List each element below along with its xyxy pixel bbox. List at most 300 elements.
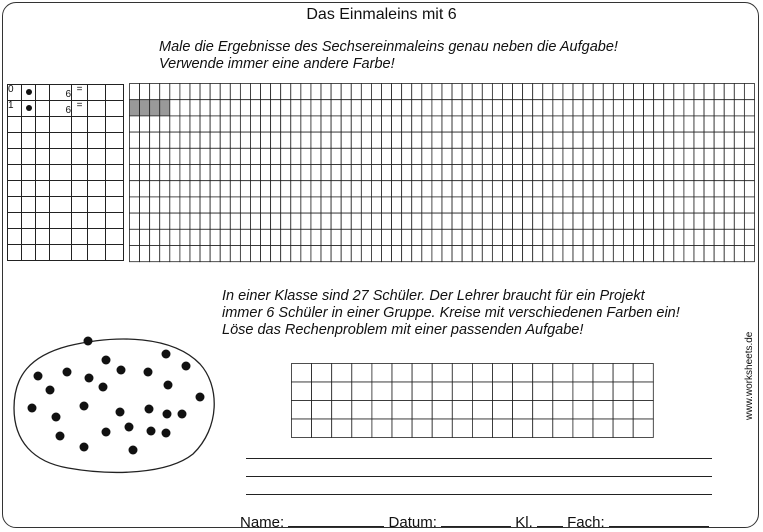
grid-cell[interactable] <box>351 132 361 148</box>
grid-cell[interactable] <box>513 419 533 438</box>
grid-cell[interactable] <box>392 84 402 100</box>
grid-cell[interactable] <box>292 364 312 383</box>
grid-cell[interactable] <box>502 132 512 148</box>
grid-cell[interactable] <box>684 84 694 100</box>
grid-cell[interactable] <box>230 148 240 164</box>
student-dot[interactable] <box>117 366 126 375</box>
grid-cell[interactable] <box>573 382 593 401</box>
grid-cell[interactable] <box>533 100 543 116</box>
grid-cell[interactable] <box>261 197 271 213</box>
grid-cell[interactable] <box>230 132 240 148</box>
grid-cell[interactable] <box>180 116 190 132</box>
grid-cell[interactable] <box>553 419 573 438</box>
equation-cell[interactable] <box>50 213 72 229</box>
grid-cell[interactable] <box>523 213 533 229</box>
grid-cell[interactable] <box>593 401 613 420</box>
grid-cell[interactable] <box>190 246 200 262</box>
grid-cell[interactable] <box>694 116 704 132</box>
grid-cell[interactable] <box>553 132 563 148</box>
student-dot[interactable] <box>129 446 138 455</box>
grid-cell[interactable] <box>623 165 633 181</box>
grid-cell[interactable] <box>603 132 613 148</box>
grid-cell[interactable] <box>734 116 744 132</box>
grid-cell[interactable] <box>311 165 321 181</box>
grid-cell[interactable] <box>312 419 332 438</box>
grid-cell[interactable] <box>734 229 744 245</box>
grid-cell[interactable] <box>371 100 381 116</box>
grid-cell[interactable] <box>502 181 512 197</box>
grid-cell[interactable] <box>341 181 351 197</box>
grid-cell[interactable] <box>593 382 613 401</box>
grid-cell[interactable] <box>714 84 724 100</box>
grid-cell[interactable] <box>372 419 392 438</box>
grid-cell[interactable] <box>644 84 654 100</box>
grid-cell[interactable] <box>160 229 170 245</box>
grid-cell[interactable] <box>422 148 432 164</box>
grid-cell[interactable] <box>190 213 200 229</box>
grid-cell[interactable] <box>452 364 472 383</box>
grid-cell[interactable] <box>200 181 210 197</box>
grid-cell[interactable] <box>301 148 311 164</box>
grid-cell[interactable] <box>644 213 654 229</box>
grid-cell[interactable] <box>352 382 372 401</box>
grid-cell[interactable] <box>271 181 281 197</box>
equation-cell[interactable] <box>22 133 36 149</box>
grid-cell[interactable] <box>412 419 432 438</box>
grid-cell[interactable] <box>352 419 372 438</box>
grid-cell[interactable] <box>240 100 250 116</box>
grid-cell[interactable] <box>472 401 492 420</box>
grid-cell[interactable] <box>744 213 754 229</box>
grid-cell[interactable] <box>664 229 674 245</box>
grid-cell[interactable] <box>513 116 523 132</box>
grid-cell[interactable] <box>442 165 452 181</box>
grid-cell[interactable] <box>160 84 170 100</box>
student-dot[interactable] <box>125 423 134 432</box>
grid-cell[interactable] <box>361 165 371 181</box>
grid-cell[interactable] <box>523 100 533 116</box>
grid-cell[interactable] <box>623 246 633 262</box>
grid-cell[interactable] <box>704 165 714 181</box>
grid-cell[interactable] <box>664 213 674 229</box>
grid-cell[interactable] <box>623 229 633 245</box>
grid-cell[interactable] <box>332 419 352 438</box>
grid-cell[interactable] <box>623 197 633 213</box>
grid-cell[interactable] <box>261 246 271 262</box>
grid-cell[interactable] <box>412 165 422 181</box>
grid-cell[interactable] <box>311 246 321 262</box>
grid-cell[interactable] <box>210 181 220 197</box>
student-dot[interactable] <box>102 356 111 365</box>
grid-cell[interactable] <box>312 401 332 420</box>
equation-cell[interactable] <box>22 197 36 213</box>
grid-cell[interactable] <box>281 116 291 132</box>
equation-cell[interactable] <box>36 85 50 101</box>
grid-cell[interactable] <box>351 148 361 164</box>
grid-cell[interactable] <box>533 165 543 181</box>
grid-cell[interactable] <box>271 165 281 181</box>
grid-cell[interactable] <box>644 229 654 245</box>
grid-cell[interactable] <box>452 148 462 164</box>
grid-cell[interactable] <box>724 197 734 213</box>
grid-cell[interactable] <box>170 84 180 100</box>
equals-cell[interactable]: = <box>72 101 88 117</box>
grid-cell[interactable] <box>563 213 573 229</box>
grid-cell[interactable] <box>714 132 724 148</box>
grid-cell[interactable] <box>613 246 623 262</box>
equation-cell[interactable] <box>106 85 124 101</box>
grid-cell[interactable] <box>341 197 351 213</box>
grid-cell[interactable] <box>361 246 371 262</box>
grid-cell[interactable] <box>250 197 260 213</box>
grid-cell[interactable] <box>482 181 492 197</box>
grid-cell-shaded[interactable] <box>140 100 150 116</box>
grid-cell[interactable] <box>674 197 684 213</box>
grid-cell[interactable] <box>734 148 744 164</box>
grid-cell[interactable] <box>361 116 371 132</box>
grid-cell[interactable] <box>392 148 402 164</box>
student-dot[interactable] <box>34 372 43 381</box>
grid-cell[interactable] <box>573 116 583 132</box>
grid-cell[interactable] <box>724 84 734 100</box>
grid-cell[interactable] <box>482 197 492 213</box>
grid-cell[interactable] <box>281 165 291 181</box>
grid-cell[interactable] <box>361 84 371 100</box>
answer-grid[interactable] <box>291 363 655 439</box>
grid-cell[interactable] <box>502 84 512 100</box>
grid-cell[interactable] <box>593 165 603 181</box>
equation-cell[interactable] <box>88 85 106 101</box>
grid-cell[interactable] <box>462 213 472 229</box>
grid-cell[interactable] <box>230 100 240 116</box>
grid-cell[interactable] <box>462 132 472 148</box>
grid-cell[interactable] <box>593 246 603 262</box>
grid-cell[interactable] <box>392 364 412 383</box>
grid-cell[interactable] <box>543 148 553 164</box>
grid-cell[interactable] <box>261 100 271 116</box>
grid-cell[interactable] <box>432 148 442 164</box>
student-dots-area[interactable] <box>8 336 218 476</box>
grid-cell[interactable] <box>613 148 623 164</box>
grid-cell[interactable] <box>533 197 543 213</box>
grid-cell[interactable] <box>523 197 533 213</box>
grid-cell[interactable] <box>623 132 633 148</box>
grid-cell[interactable] <box>442 116 452 132</box>
grid-cell[interactable] <box>462 197 472 213</box>
factor-cell[interactable]: 1 <box>8 101 22 117</box>
grid-cell[interactable] <box>513 382 533 401</box>
grid-cell[interactable] <box>250 132 260 148</box>
grid-cell[interactable] <box>150 229 160 245</box>
grid-cell[interactable] <box>694 197 704 213</box>
grid-cell[interactable] <box>533 382 553 401</box>
grid-cell[interactable] <box>482 165 492 181</box>
grid-cell[interactable] <box>664 246 674 262</box>
grid-cell[interactable] <box>281 100 291 116</box>
grid-cell[interactable] <box>452 84 462 100</box>
grid-cell[interactable] <box>382 165 392 181</box>
grid-cell[interactable] <box>654 197 664 213</box>
grid-cell[interactable] <box>734 132 744 148</box>
grid-cell[interactable] <box>392 419 412 438</box>
grid-cell[interactable] <box>462 148 472 164</box>
grid-cell[interactable] <box>321 213 331 229</box>
equation-cell[interactable] <box>72 245 88 261</box>
grid-cell[interactable] <box>553 401 573 420</box>
grid-cell[interactable] <box>654 246 664 262</box>
grid-cell[interactable] <box>190 84 200 100</box>
grid-cell[interactable] <box>573 197 583 213</box>
equation-cell[interactable] <box>22 181 36 197</box>
grid-cell[interactable] <box>583 165 593 181</box>
grid-cell[interactable] <box>684 229 694 245</box>
grid-cell[interactable] <box>422 246 432 262</box>
grid-cell[interactable] <box>190 229 200 245</box>
grid-cell[interactable] <box>573 84 583 100</box>
grid-cell[interactable] <box>402 84 412 100</box>
grid-cell[interactable] <box>130 246 140 262</box>
grid-cell[interactable] <box>250 84 260 100</box>
grid-cell[interactable] <box>412 116 422 132</box>
grid-cell[interactable] <box>613 197 623 213</box>
equation-cell[interactable] <box>8 165 22 181</box>
equation-cell[interactable] <box>8 149 22 165</box>
grid-cell[interactable] <box>150 246 160 262</box>
grid-cell[interactable] <box>200 246 210 262</box>
grid-cell[interactable] <box>382 84 392 100</box>
grid-cell[interactable] <box>170 229 180 245</box>
student-dot[interactable] <box>52 413 61 422</box>
grid-cell[interactable] <box>271 197 281 213</box>
grid-cell[interactable] <box>684 181 694 197</box>
grid-cell[interactable] <box>573 229 583 245</box>
grid-cell[interactable] <box>634 165 644 181</box>
grid-cell[interactable] <box>694 213 704 229</box>
grid-cell[interactable] <box>694 100 704 116</box>
student-dot[interactable] <box>162 429 171 438</box>
answer-line-2[interactable] <box>246 476 712 477</box>
grid-cell[interactable] <box>412 197 422 213</box>
grid-cell[interactable] <box>573 246 583 262</box>
grid-cell[interactable] <box>613 364 633 383</box>
grid-cell[interactable] <box>200 132 210 148</box>
grid-cell[interactable] <box>442 148 452 164</box>
grid-cell[interactable] <box>402 246 412 262</box>
grid-cell[interactable] <box>674 84 684 100</box>
grid-cell[interactable] <box>412 213 422 229</box>
grid-cell[interactable] <box>432 100 442 116</box>
grid-cell[interactable] <box>312 382 332 401</box>
grid-cell[interactable] <box>261 116 271 132</box>
grid-cell[interactable] <box>392 401 412 420</box>
grid-cell[interactable] <box>634 229 644 245</box>
grid-cell[interactable] <box>573 132 583 148</box>
grid-cell[interactable] <box>432 364 452 383</box>
grid-cell[interactable] <box>240 213 250 229</box>
equation-cell[interactable] <box>106 117 124 133</box>
grid-cell[interactable] <box>392 213 402 229</box>
equation-cell[interactable] <box>72 165 88 181</box>
grid-cell[interactable] <box>492 213 502 229</box>
grid-cell[interactable] <box>452 132 462 148</box>
grid-cell[interactable] <box>412 181 422 197</box>
grid-cell[interactable] <box>311 181 321 197</box>
grid-cell[interactable] <box>432 165 442 181</box>
grid-cell[interactable] <box>130 197 140 213</box>
equation-cell[interactable] <box>22 245 36 261</box>
grid-cell[interactable] <box>573 181 583 197</box>
grid-cell[interactable] <box>371 213 381 229</box>
grid-cell[interactable] <box>230 165 240 181</box>
grid-cell[interactable] <box>240 165 250 181</box>
grid-cell[interactable] <box>422 229 432 245</box>
grid-cell[interactable] <box>412 246 422 262</box>
grid-cell[interactable] <box>694 132 704 148</box>
grid-cell[interactable] <box>664 181 674 197</box>
grid-cell[interactable] <box>371 132 381 148</box>
grid-cell[interactable] <box>220 213 230 229</box>
grid-cell[interactable] <box>613 229 623 245</box>
equation-cell[interactable] <box>22 85 36 101</box>
grid-cell[interactable] <box>341 148 351 164</box>
student-dot[interactable] <box>196 393 205 402</box>
grid-cell[interactable] <box>392 246 402 262</box>
equation-cell[interactable] <box>22 165 36 181</box>
grid-cell[interactable] <box>392 100 402 116</box>
grid-cell[interactable] <box>382 100 392 116</box>
grid-cell[interactable] <box>281 132 291 148</box>
grid-cell[interactable] <box>442 100 452 116</box>
grid-cell[interactable] <box>442 84 452 100</box>
grid-cell[interactable] <box>502 213 512 229</box>
grid-cell[interactable] <box>261 165 271 181</box>
grid-cell[interactable] <box>714 100 724 116</box>
grid-cell[interactable] <box>170 213 180 229</box>
equation-cell[interactable] <box>88 117 106 133</box>
grid-cell[interactable] <box>543 197 553 213</box>
grid-cell[interactable] <box>230 213 240 229</box>
grid-cell[interactable] <box>593 197 603 213</box>
grid-cell[interactable] <box>462 84 472 100</box>
grid-cell[interactable] <box>190 148 200 164</box>
grid-cell[interactable] <box>452 229 462 245</box>
grid-cell[interactable] <box>292 401 312 420</box>
grid-cell[interactable] <box>130 213 140 229</box>
grid-cell[interactable] <box>382 148 392 164</box>
grid-cell[interactable] <box>432 401 452 420</box>
grid-cell[interactable] <box>422 181 432 197</box>
grid-cell[interactable] <box>321 100 331 116</box>
equation-cell[interactable] <box>72 117 88 133</box>
grid-cell[interactable] <box>513 364 533 383</box>
grid-cell[interactable] <box>292 419 312 438</box>
grid-cell[interactable] <box>170 100 180 116</box>
equation-cell[interactable] <box>106 149 124 165</box>
equation-cell[interactable] <box>36 101 50 117</box>
grid-cell[interactable] <box>311 197 321 213</box>
equation-cell[interactable] <box>8 133 22 149</box>
grid-cell[interactable] <box>250 100 260 116</box>
grid-cell[interactable] <box>341 246 351 262</box>
grid-cell[interactable] <box>422 197 432 213</box>
grid-cell[interactable] <box>372 401 392 420</box>
grid-cell[interactable] <box>412 382 432 401</box>
grid-cell[interactable] <box>644 181 654 197</box>
grid-cell[interactable] <box>553 165 563 181</box>
equation-cell[interactable] <box>106 181 124 197</box>
grid-cell[interactable] <box>422 165 432 181</box>
grid-cell[interactable] <box>321 165 331 181</box>
grid-cell[interactable] <box>482 246 492 262</box>
grid-cell[interactable] <box>351 84 361 100</box>
grid-cell[interactable] <box>130 116 140 132</box>
grid-cell[interactable] <box>493 401 513 420</box>
grid-cell[interactable] <box>493 419 513 438</box>
grid-cell[interactable] <box>492 132 502 148</box>
grid-cell[interactable] <box>553 148 563 164</box>
grid-cell[interactable] <box>472 84 482 100</box>
grid-cell[interactable] <box>452 382 472 401</box>
grid-cell[interactable] <box>402 165 412 181</box>
grid-cell[interactable] <box>644 148 654 164</box>
grid-cell[interactable] <box>654 132 664 148</box>
grid-cell[interactable] <box>664 116 674 132</box>
grid-cell[interactable] <box>190 100 200 116</box>
grid-cell[interactable] <box>240 246 250 262</box>
grid-cell[interactable] <box>472 213 482 229</box>
grid-cell[interactable] <box>553 181 563 197</box>
grid-cell[interactable] <box>331 229 341 245</box>
grid-cell[interactable] <box>321 197 331 213</box>
equation-cell[interactable] <box>50 197 72 213</box>
grid-cell[interactable] <box>230 181 240 197</box>
grid-cell[interactable] <box>361 100 371 116</box>
equation-cell[interactable] <box>50 181 72 197</box>
grid-cell[interactable] <box>422 100 432 116</box>
grid-cell[interactable] <box>402 181 412 197</box>
grid-cell[interactable] <box>240 116 250 132</box>
drawing-grid[interactable] <box>129 83 756 263</box>
grid-cell[interactable] <box>250 116 260 132</box>
grid-cell[interactable] <box>341 213 351 229</box>
grid-cell[interactable] <box>382 197 392 213</box>
grid-cell[interactable] <box>674 116 684 132</box>
equals-cell[interactable]: = <box>72 85 88 101</box>
grid-cell[interactable] <box>371 148 381 164</box>
grid-cell[interactable] <box>331 213 341 229</box>
grid-cell[interactable] <box>160 165 170 181</box>
grid-cell[interactable] <box>140 197 150 213</box>
grid-cell[interactable] <box>684 132 694 148</box>
grid-cell[interactable] <box>341 100 351 116</box>
grid-cell[interactable] <box>220 165 230 181</box>
grid-cell[interactable] <box>523 165 533 181</box>
grid-cell[interactable] <box>432 181 442 197</box>
equation-cell[interactable] <box>22 117 36 133</box>
grid-cell[interactable] <box>543 100 553 116</box>
grid-cell[interactable] <box>392 116 402 132</box>
grid-cell[interactable] <box>352 401 372 420</box>
grid-cell[interactable] <box>704 148 714 164</box>
grid-cell[interactable] <box>311 116 321 132</box>
grid-cell[interactable] <box>563 165 573 181</box>
grid-cell[interactable] <box>170 132 180 148</box>
grid-cell[interactable] <box>291 165 301 181</box>
grid-cell[interactable] <box>392 132 402 148</box>
grid-cell[interactable] <box>140 213 150 229</box>
grid-cell[interactable] <box>432 229 442 245</box>
grid-cell[interactable] <box>644 132 654 148</box>
